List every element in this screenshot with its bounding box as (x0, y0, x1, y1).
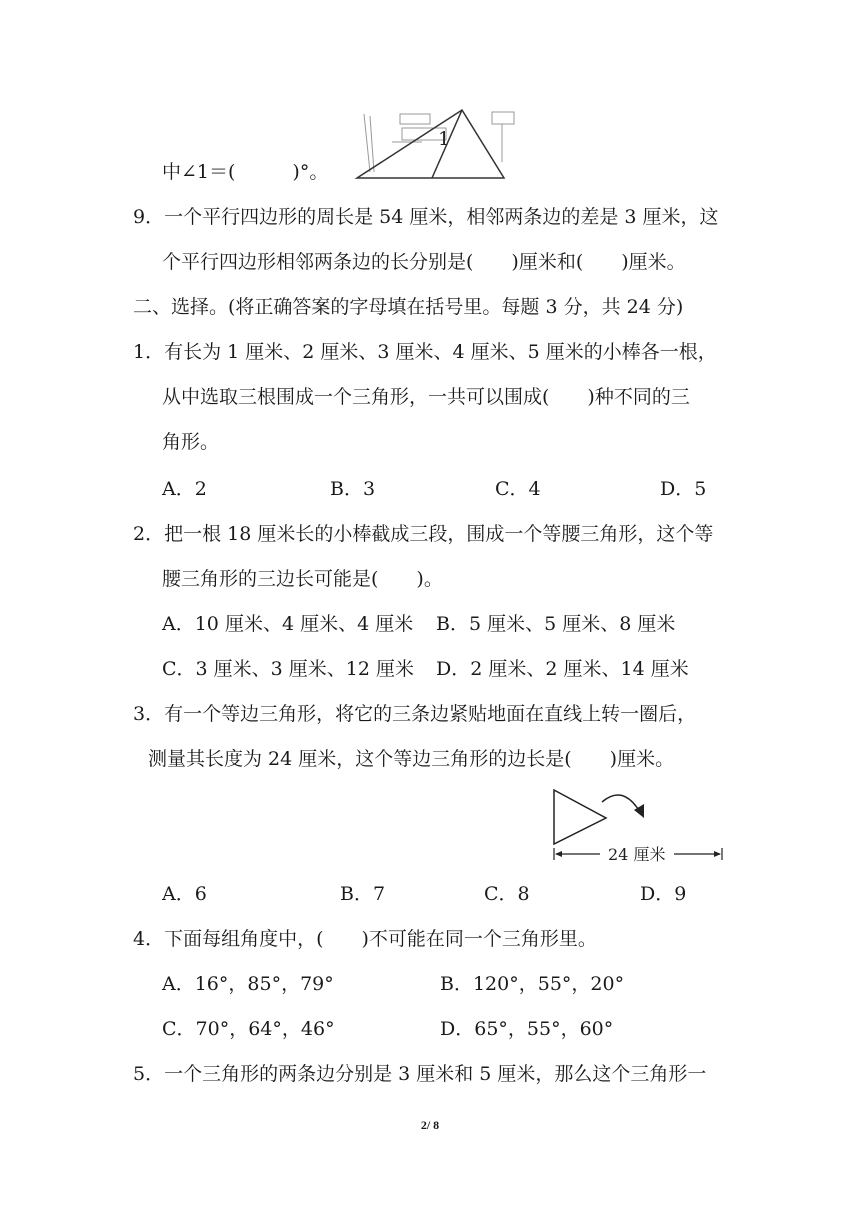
c3-option-c: C．8 (484, 883, 530, 905)
c1-line-3: 角形。 (162, 431, 220, 453)
c3-rolling-triangle-figure (548, 786, 738, 866)
c2-option-c: C．3 厘米、3 厘米、12 厘米 (162, 658, 415, 680)
c3-option-b: B．7 (340, 883, 386, 905)
c1-line-1: 1．有长为 1 厘米、2 厘米、3 厘米、4 厘米、5 厘米的小棒各一根， (133, 341, 717, 363)
q8-triangle-figure (352, 102, 532, 182)
dimension-arrow-left-icon (555, 851, 562, 857)
c2-option-a: A．10 厘米、4 厘米、4 厘米 (162, 613, 414, 635)
q9-line-1: 9．一个平行四边形的周长是 54 厘米，相邻两条边的差是 3 厘米，这 (133, 206, 719, 228)
c2-option-b: B．5 厘米、5 厘米、8 厘米 (436, 613, 676, 635)
c1-option-c: C．4 (495, 478, 541, 500)
q9-line-2: 个平行四边形相邻两条边的长分别是( )厘米和( )厘米。 (162, 251, 686, 273)
q8-tail-text: 中∠1＝( )°。 (162, 161, 329, 183)
dimension-arrow-right-icon (714, 851, 721, 857)
c3-length-label: 24 厘米 (608, 845, 666, 864)
section-2-heading: 二、选择。(将正确答案的字母填在括号里。每题 3 分，共 24 分) (133, 296, 684, 318)
c5-line-1: 5．一个三角形的两条边分别是 3 厘米和 5 厘米，那么这个三角形一 (133, 1063, 707, 1085)
page-number: 2/ 8 (420, 1118, 440, 1132)
c1-option-b: B．3 (330, 478, 376, 500)
c4-option-c: C．70°，64°，46° (162, 1018, 335, 1040)
c3-line-1: 3．有一个等边三角形，将它的三条边紧贴地面在直线上转一圈后， (133, 703, 697, 725)
c3-option-a: A．6 (162, 883, 207, 905)
angle-1-label: 1 (438, 128, 451, 150)
c2-line-1: 2．把一根 18 厘米长的小棒截成三段，围成一个等腰三角形，这个等 (133, 523, 714, 545)
c4-option-b: B．120°，55°，20° (440, 973, 625, 995)
c1-option-d: D．5 (660, 478, 707, 500)
c4-option-a: A．16°，85°，79° (162, 973, 334, 995)
c4-option-d: D．65°，55°，60° (440, 1018, 614, 1040)
c3-line-2: 测量其长度为 24 厘米，这个等边三角形的边长是( )厘米。 (148, 748, 675, 770)
c1-option-a: A．2 (162, 478, 207, 500)
c3-option-d: D．9 (640, 883, 687, 905)
c4-line-1: 4．下面每组角度中，( )不可能在同一个三角形里。 (133, 928, 597, 950)
c2-line-2: 腰三角形的三边长可能是( )。 (162, 568, 443, 590)
c1-line-2: 从中选取三根围成一个三角形，一共可以围成( )种不同的三 (162, 386, 690, 408)
c2-option-d: D．2 厘米、2 厘米、14 厘米 (436, 658, 689, 680)
